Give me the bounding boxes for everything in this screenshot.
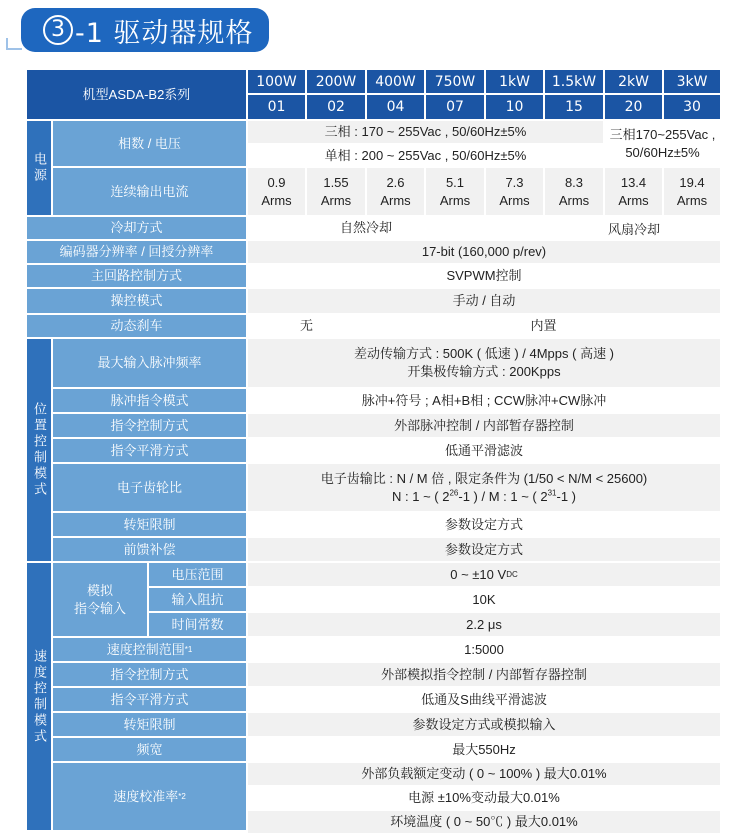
gear-ratio-value bbox=[248, 464, 720, 511]
voltage-range-value: 0 ~ ±10 V DC bbox=[248, 563, 720, 586]
feedforward-label: 前馈补偿 bbox=[53, 538, 246, 561]
model-code-header: 20 bbox=[605, 95, 662, 119]
main-circuit-label: 主回路控制方式 bbox=[27, 265, 246, 287]
max-pulse-freq-value bbox=[248, 339, 720, 387]
power-rating-header: 2kW bbox=[605, 70, 662, 93]
current-unit: Arms bbox=[499, 192, 530, 208]
gear-ratio-range-line bbox=[392, 488, 576, 506]
three-phase-value: 三相 : 170 ~ 255Vac , 50/60Hz±5% bbox=[248, 121, 603, 143]
cooling-label: 冷却方式 bbox=[27, 217, 246, 239]
power-rating-header: 750W bbox=[426, 70, 484, 93]
analog-input-label bbox=[53, 563, 147, 636]
speed-range-text: 速度控制范围 bbox=[106, 641, 185, 657]
cooling-fan bbox=[486, 217, 720, 239]
gear-m-exponent: 31 bbox=[547, 488, 557, 498]
current-unit: Arms bbox=[320, 192, 352, 208]
large-model-voltage-line: 三相170~255Vac , bbox=[609, 126, 716, 142]
accuracy-power-value: 电源 ±10%变动最大0.01% bbox=[248, 787, 720, 809]
speed-smooth-value: 低通及S曲线平滑滤波 bbox=[248, 688, 720, 711]
current-number: 2.6 bbox=[386, 174, 405, 190]
max-pulse-freq-label: 最大输入脉冲频率 bbox=[53, 339, 246, 387]
output-current-value bbox=[486, 168, 543, 215]
output-current-value bbox=[605, 168, 662, 215]
current-unit: Arms bbox=[558, 192, 590, 208]
current-unit: Arms bbox=[439, 192, 471, 208]
accuracy-temp-value: 环境温度 ( 0 ~ 50℃ ) 最大0.01% bbox=[248, 811, 720, 833]
feedforward-value: 参数设定方式 bbox=[248, 538, 720, 561]
accuracy-load-value: 外部负载额定变动 ( 0 ~ 100% ) 最大0.01% bbox=[248, 763, 720, 785]
current-unit: Arms bbox=[380, 192, 411, 208]
power-rating-header: 1.5kW bbox=[545, 70, 603, 93]
speed-torque-label: 转矩限制 bbox=[53, 713, 246, 736]
dynamic-brake-builtin: 内置 bbox=[367, 315, 720, 337]
current-number: 8.3 bbox=[564, 174, 584, 190]
gear-n-range: N : 1 ~ ( 2 bbox=[392, 488, 450, 504]
model-code-header: 10 bbox=[486, 95, 543, 119]
speed-accuracy-label: 速度校准率 *2 bbox=[53, 763, 246, 830]
cooling-natural: 自然冷却 bbox=[248, 217, 484, 239]
power-rating-header: 400W bbox=[367, 70, 424, 93]
current-unit: Arms bbox=[676, 192, 708, 208]
impedance-label: 输入阻抗 bbox=[149, 588, 246, 611]
bandwidth-value: 最大550Hz bbox=[248, 738, 720, 761]
dynamic-brake-label: 动态刹车 bbox=[27, 315, 246, 337]
position-smooth-label: 指令平滑方式 bbox=[53, 439, 246, 462]
model-code-header: 07 bbox=[426, 95, 484, 119]
pulse-mode-label: 脉冲指令模式 bbox=[53, 389, 246, 412]
speed-smooth-label: 指令平滑方式 bbox=[53, 688, 246, 711]
current-number: 1.55 bbox=[323, 174, 349, 190]
analog-input-label-line: 指令输入 bbox=[73, 600, 126, 616]
position-group-label: 位置控制模式 bbox=[27, 339, 51, 561]
current-number: 0.9 bbox=[267, 174, 286, 190]
speed-range-label: 速度控制范围 *1 bbox=[53, 638, 246, 661]
position-cmd-ctrl-value: 外部脉冲控制 / 内部暂存器控制 bbox=[248, 414, 720, 437]
speed-cmd-ctrl-label: 指令控制方式 bbox=[53, 663, 246, 686]
voltage-range-text: 0 ~ ±10 V bbox=[450, 566, 507, 582]
encoder-value: 17-bit (160,000 p/rev) bbox=[248, 241, 720, 263]
dynamic-brake-none: 无 bbox=[248, 315, 365, 337]
voltage-label: 相数 / 电压 bbox=[53, 121, 246, 166]
power-rating-header: 3kW bbox=[664, 70, 720, 93]
position-torque-value: 参数设定方式 bbox=[248, 513, 720, 536]
current-label: 连续输出电流 bbox=[53, 168, 246, 215]
impedance-value: 10K bbox=[248, 588, 720, 611]
pulse-mode-value: 脉冲+符号 ; A相+B相 ; CCW脉冲+CW脉冲 bbox=[248, 389, 720, 412]
position-cmd-ctrl-label: 指令控制方式 bbox=[53, 414, 246, 437]
model-header: 机型ASDA-B2系列 bbox=[27, 70, 246, 119]
speed-accuracy-text: 速度校准率 bbox=[113, 788, 179, 804]
current-unit: Arms bbox=[261, 192, 292, 208]
output-current-value bbox=[545, 168, 603, 215]
voltage-range-label: 电压范围 bbox=[149, 563, 246, 586]
current-unit: Arms bbox=[618, 192, 649, 208]
power-rating-header: 1kW bbox=[486, 70, 543, 93]
current-number: 13.4 bbox=[620, 174, 647, 190]
gear-ratio-line: 电子齿输比 : N / M 倍 , 限定条件为 (1/50 < N/M < 25600) bbox=[320, 470, 648, 486]
gear-ratio-label: 电子齿轮比 bbox=[53, 464, 246, 511]
large-model-voltage-line: 50/60Hz±5% bbox=[625, 144, 700, 160]
model-code-header: 30 bbox=[664, 95, 720, 119]
max-pulse-freq-line: 开集极传输方式 : 200Kpps bbox=[407, 364, 561, 379]
time-constant-label: 时间常数 bbox=[149, 613, 246, 636]
max-pulse-freq-line: 差动传输方式 : 500K ( 低速 ) / 4Mpps ( 高速 ) bbox=[353, 346, 615, 361]
speed-range-value: 1:5000 bbox=[248, 638, 720, 661]
current-number: 5.1 bbox=[445, 174, 465, 190]
power-group-label: 电源 bbox=[27, 121, 51, 215]
section-title-text: -1 驱动器规格 bbox=[75, 17, 254, 49]
power-rating-header: 200W bbox=[307, 70, 365, 93]
operation-mode-value: 手动 / 自动 bbox=[248, 289, 720, 313]
gear-m-range: -1 ) / M : 1 ~ ( 2 bbox=[458, 488, 548, 504]
current-number: 19.4 bbox=[679, 174, 705, 190]
cooling-fan-text: 风扇冷却 bbox=[607, 222, 660, 237]
encoder-label: 编码器分辨率 / 回授分辨率 bbox=[27, 241, 246, 263]
power-rating-header: 100W bbox=[248, 70, 305, 93]
output-current-value bbox=[307, 168, 365, 215]
operation-mode-label: 操控模式 bbox=[27, 289, 246, 313]
time-constant-value: 2.2 μs bbox=[248, 613, 720, 636]
output-current-value bbox=[248, 168, 305, 215]
model-code-header: 01 bbox=[248, 95, 305, 119]
analog-input-label-line: 模拟 bbox=[86, 582, 113, 598]
main-circuit-value: SVPWM控制 bbox=[248, 265, 720, 287]
position-smooth-value: 低通平滑滤波 bbox=[248, 439, 720, 462]
model-code-header: 04 bbox=[367, 95, 424, 119]
speed-group-label: 速度控制模式 bbox=[27, 563, 51, 830]
position-torque-label: 转矩限制 bbox=[53, 513, 246, 536]
output-current-value bbox=[426, 168, 484, 215]
speed-torque-value: 参数设定方式或模拟输入 bbox=[248, 713, 720, 736]
gear-m-range-end: -1 ) bbox=[556, 488, 576, 504]
large-model-voltage bbox=[605, 121, 720, 166]
model-code-header: 15 bbox=[545, 95, 603, 119]
bandwidth-label: 频宽 bbox=[53, 738, 246, 761]
model-code-header: 02 bbox=[307, 95, 365, 119]
single-phase-value: 单相 : 200 ~ 255Vac , 50/60Hz±5% bbox=[248, 145, 603, 166]
current-number: 7.3 bbox=[505, 174, 524, 190]
gear-n-exponent: 26 bbox=[449, 488, 459, 498]
output-current-value bbox=[664, 168, 720, 215]
output-current-value bbox=[367, 168, 424, 215]
speed-cmd-ctrl-value: 外部模拟指令控制 / 内部暂存器控制 bbox=[248, 663, 720, 686]
section-number-badge: 3 bbox=[43, 15, 73, 45]
